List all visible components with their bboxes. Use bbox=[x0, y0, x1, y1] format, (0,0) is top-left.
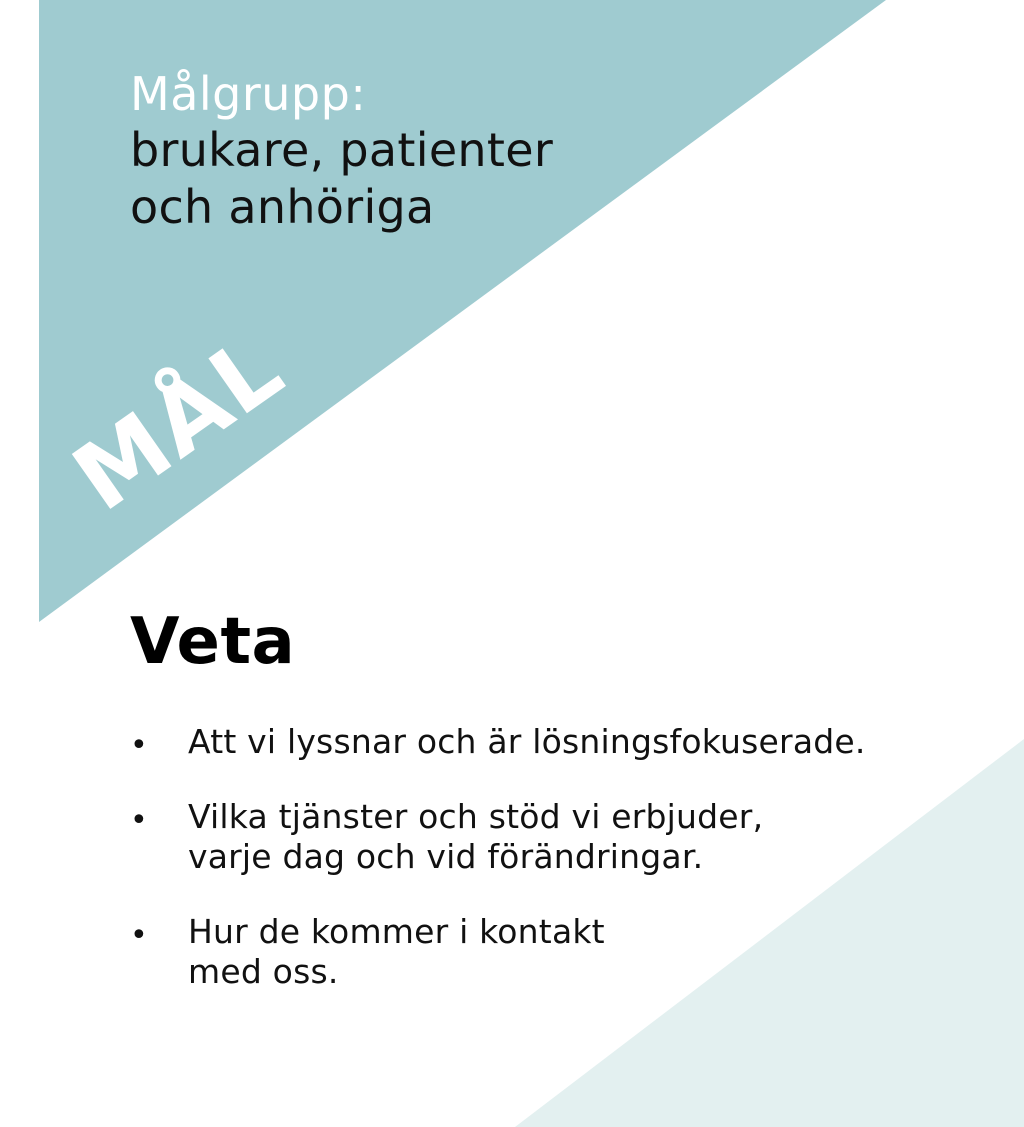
list-item bbox=[130, 797, 930, 877]
target-group-label: Målgrupp: bbox=[130, 67, 367, 121]
bullet-text: Att vi lyssnar och är lösningsfokuserade. bbox=[188, 722, 866, 761]
target-group bbox=[130, 66, 690, 236]
target-group-line: och anhöriga bbox=[130, 180, 435, 234]
bullet-list bbox=[130, 722, 930, 1027]
goal-stamp: MÅL bbox=[54, 313, 303, 532]
target-group-line: brukare, patienter bbox=[130, 123, 554, 177]
bullet-text: Vilka tjänster och stöd vi erbjuder, bbox=[188, 797, 764, 836]
section-heading: Veta bbox=[130, 605, 296, 679]
bullet-icon: • bbox=[130, 728, 148, 763]
bullet-text: varje dag och vid förändringar. bbox=[188, 837, 704, 876]
bullet-icon: • bbox=[130, 918, 148, 953]
list-item bbox=[130, 912, 930, 992]
bullet-text: med oss. bbox=[188, 952, 339, 991]
bullet-icon: • bbox=[130, 803, 148, 838]
list-item bbox=[130, 722, 930, 762]
bullet-text: Hur de kommer i kontakt bbox=[188, 912, 605, 951]
